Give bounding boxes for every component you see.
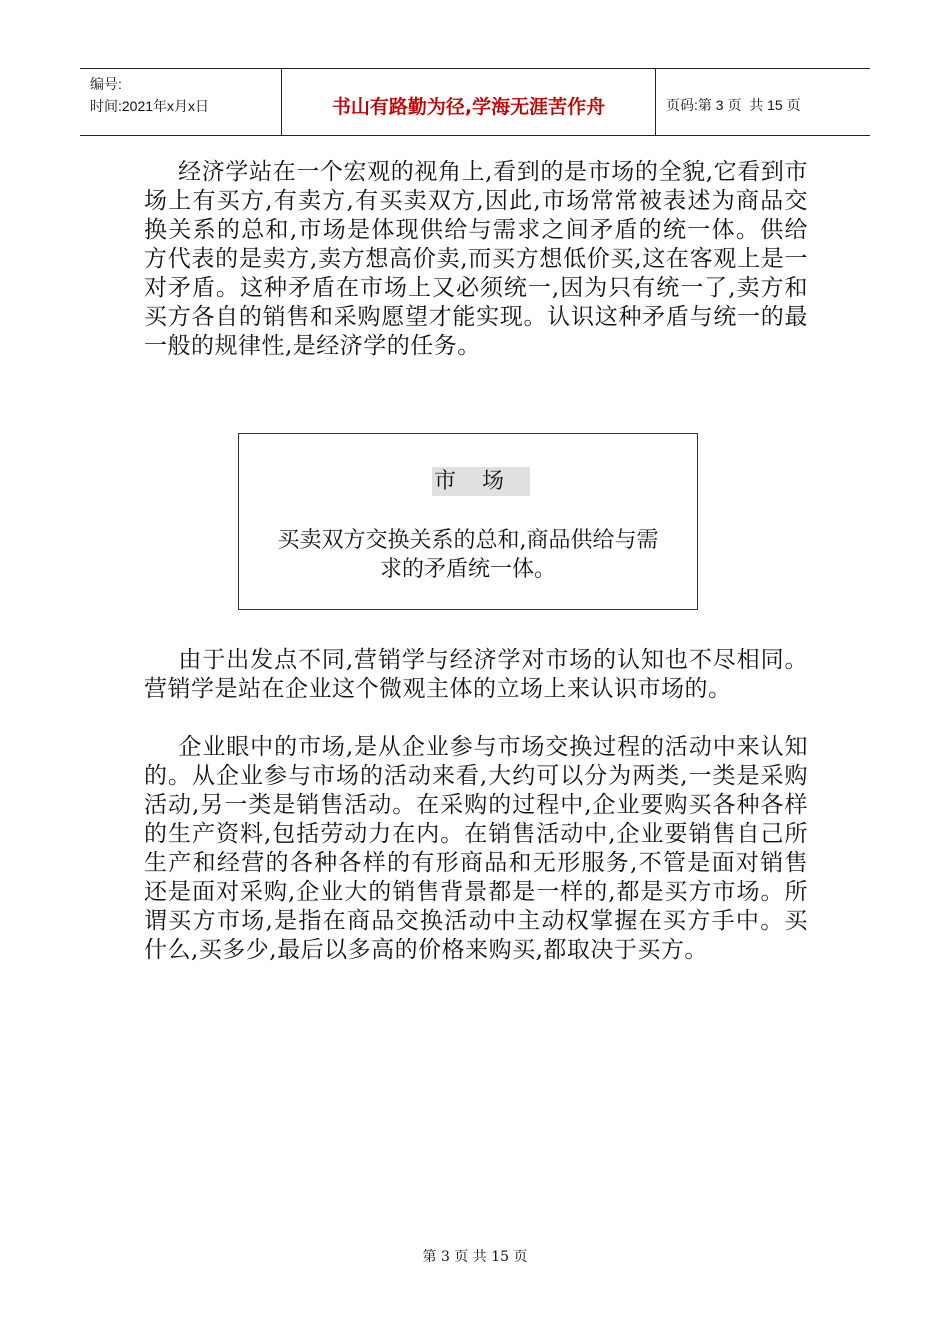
- date-label: 时间:2021年x月x日: [90, 98, 210, 114]
- paragraph-text: 企业眼中的市场,是从企业参与市场交换过程的活动中来认知的。从企业参与市场的活动来看,大约可以分为两类,一类是采购活动,另一类是销售活动。在采购的过程中,企业要购买各种各样的生产资料,包括劳动力在内。在销售活动中,企业要销售自己所生产和经营的各种各样的有形商品和无形服务,不管是面对销售还是面对采购,企业大的销售背景都是一样的,都是买方市场。所谓买方市场,是指在商品交换活动中主动权掌握在买方手中。买什么,买多少,最后以多高的价格来购买,都取决于买方。: [144, 734, 808, 963]
- definition-line-2: 求的矛盾统一体。: [379, 557, 556, 582]
- header-motto: 书山有路勤为径,学海无涯苦作舟: [282, 69, 656, 135]
- body-paragraph-2: [144, 646, 808, 704]
- paragraph-text: 经济学站在一个宏观的视角上,看到的是市场的全貌,它看到市场上有买方,有卖方,有买卖双方,因此,市场常常被表述为商品交换关系的总和,市场是体现供给与需求之间矛盾的统一体。供给方代表的是卖方,卖方想高价卖,而买方想低价买,这在客观上是一对矛盾。这种矛盾在市场上又必须统一,因为只有统一了,卖方和买方各自的销售和采购愿望才能实现。认识这种矛盾与统一的最一般的规律性,是经济学的任务。: [144, 159, 808, 359]
- serial-number-label: 编号:: [90, 76, 122, 92]
- header-page-info: 页码:第 3 页 共 15 页: [666, 97, 801, 113]
- page-header: [80, 68, 870, 136]
- definition-description: [247, 526, 689, 584]
- paragraph-text: 由于出发点不同,营销学与经济学对市场的认知也不尽相同。营销学是站在企业这个微观主体的立场上来认识市场的。: [144, 647, 808, 702]
- definition-title: [239, 464, 697, 495]
- header-meta: [80, 69, 282, 135]
- definition-box: [238, 433, 698, 610]
- body-paragraph-3: [144, 733, 808, 965]
- definition-title-text: 市场: [433, 469, 530, 494]
- page-footer: 第 3 页 共 15 页: [422, 1249, 528, 1265]
- definition-line-1: 买卖双方交换关系的总和,商品供给与需: [277, 528, 659, 553]
- body-paragraph-1: [144, 158, 808, 361]
